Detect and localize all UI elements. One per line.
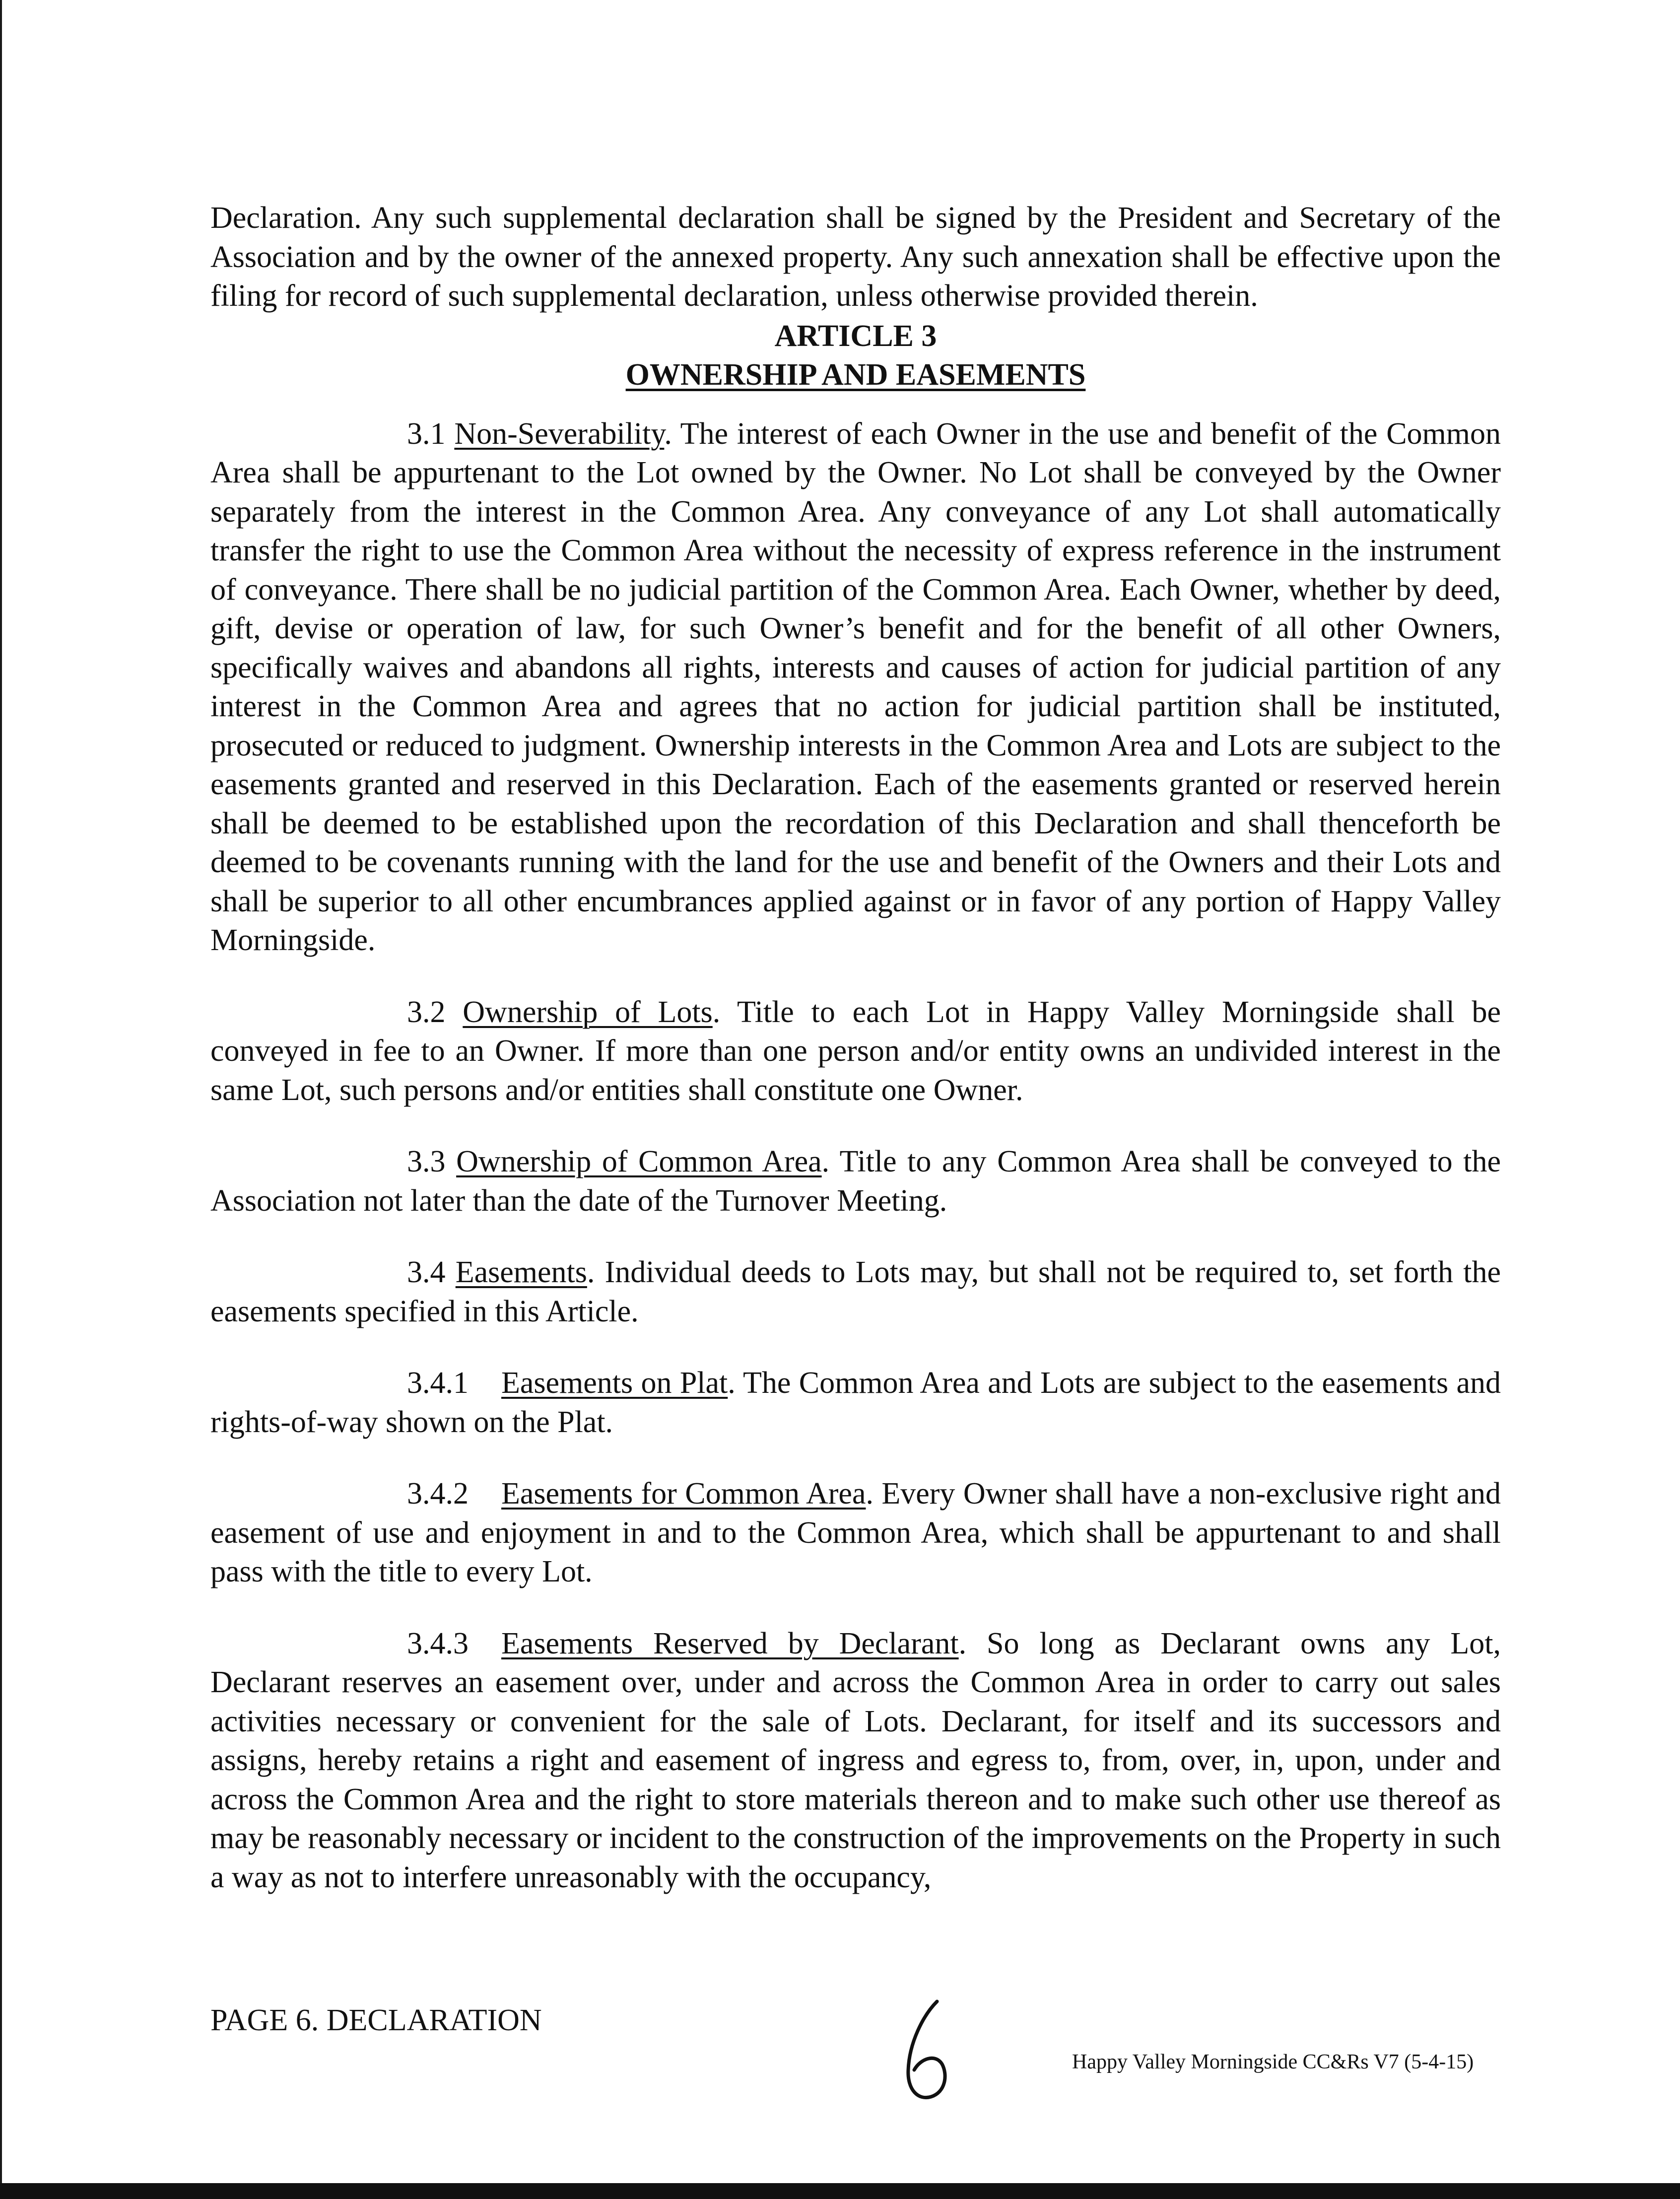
handwritten-page-number xyxy=(898,1995,963,2105)
section-text: . Every Owner shall have a non-exclusive right and easement of use and enjoyment in and to the Common Area, which shall be appurtenant to and shall pass with the title to every Lot. xyxy=(210,1477,1501,1588)
section-3-4 xyxy=(210,1253,1501,1331)
section-number: 3.4.3 xyxy=(407,1626,469,1660)
section-number: 3.3 xyxy=(407,1145,446,1178)
section-3-4-2 xyxy=(210,1474,1501,1591)
continuation-paragraph: Declaration. Any such supplemental declaration shall be signed by the President and Secretary of the Association and by the owner of the annexed property. Any such annexation shall be effective upon the filing for record of such supplemental declaration, unless otherwise provided therein. xyxy=(210,201,1501,313)
article-header xyxy=(210,317,1501,395)
section-3-1 xyxy=(210,414,1501,960)
article-number: ARTICLE 3 xyxy=(774,319,937,353)
section-3-2 xyxy=(210,993,1501,1110)
section-3-4-3 xyxy=(210,1624,1501,1897)
section-heading: Easements Reserved by Declarant xyxy=(501,1626,959,1660)
section-3-4-1 xyxy=(210,1364,1501,1442)
section-text: . The interest of each Owner in the use and benefit of the Common Area shall be appurtenant to the Lot owned by the Owner. No Lot shall be conveyed by the Owner separately from the interest in the Common Area. Any conveyance of any Lot shall automatically transfer the right to use the Common Area without the necessity of express reference in the instrument of conveyance. There shall be no judicial partition of the Common Area. Each Owner, whether by deed, gift, devise or operation of law, for such Owner’s benefit and for the benefit of all other Owners, specifically waives and abandons all rights, interests and causes of action for judicial partition of any interest in the Common Area and agrees that no action for judicial partition shall be instituted, prosecuted or reduced to judgment. Ownership interests in the Common Area and Lots are subject to the easements granted and reserved in this Declaration. Each of the easements granted or reserved herein shall be deemed to be established upon the recordation of this Declaration and shall thenceforth be deemed to be covenants running with the land for the use and benefit of the Owners and their Lots and shall be superior to all other encumbrances applied against or in favor of any portion of Happy Valley Morningside. xyxy=(210,416,1501,957)
scan-border-left xyxy=(0,0,2,2199)
section-heading: Ownership of Lots xyxy=(463,995,713,1029)
section-text: . Title to any Common Area shall be conveyed to the Association not later than the date of the Turnover Meeting. xyxy=(210,1145,1501,1218)
section-number: 3.1 xyxy=(407,416,446,451)
section-text: . The Common Area and Lots are subject to the easements and rights-of-way shown on the Plat. xyxy=(210,1366,1501,1439)
article-title: OWNERSHIP AND EASEMENTS xyxy=(625,358,1086,392)
section-heading: Easements for Common Area xyxy=(501,1477,866,1511)
document-version: Happy Valley Morningside CC&Rs V7 (5-4-15) xyxy=(1072,2051,1474,2073)
section-text: . So long as Declarant owns any Lot, Declarant reserves an easement over, under and across the Common Area in order to carry out sales activities necessary or convenient for the sale of Lots. Declarant, for itself and its successors and assigns, hereby retains a right and easement of ingress and egress to, from, over, in, upon, under and across the Common Area and the right to store materials thereon and to make such other use thereof as may be reasonably necessary or incident to the construction of the improvements on the Property in such a way as not to interfere unreasonably with the occupancy, xyxy=(210,1626,1501,1894)
section-heading: Easements xyxy=(455,1255,587,1289)
section-text: . Individual deeds to Lots may, but shall not be required to, set forth the easements specified in this Article. xyxy=(210,1255,1501,1328)
section-text: . Title to each Lot in Happy Valley Morningside shall be conveyed in fee to an Owner. If more than one person and/or entity owns an undivided interest in the same Lot, such persons and/or entities shall constitute one Owner. xyxy=(210,995,1501,1107)
scan-border-bottom xyxy=(0,2183,1680,2199)
section-number: 3.4.1 xyxy=(407,1366,469,1400)
section-heading: Easements on Plat xyxy=(501,1366,728,1400)
section-number: 3.4.2 xyxy=(407,1477,469,1511)
section-3-3 xyxy=(210,1142,1501,1220)
section-number: 3.2 xyxy=(407,995,446,1029)
section-heading: Non-Severability xyxy=(454,416,665,451)
page-label: PAGE 6. DECLARATION xyxy=(210,2003,542,2037)
document-body xyxy=(210,199,1501,1897)
section-heading: Ownership of Common Area xyxy=(456,1145,822,1178)
section-number: 3.4 xyxy=(407,1255,446,1289)
